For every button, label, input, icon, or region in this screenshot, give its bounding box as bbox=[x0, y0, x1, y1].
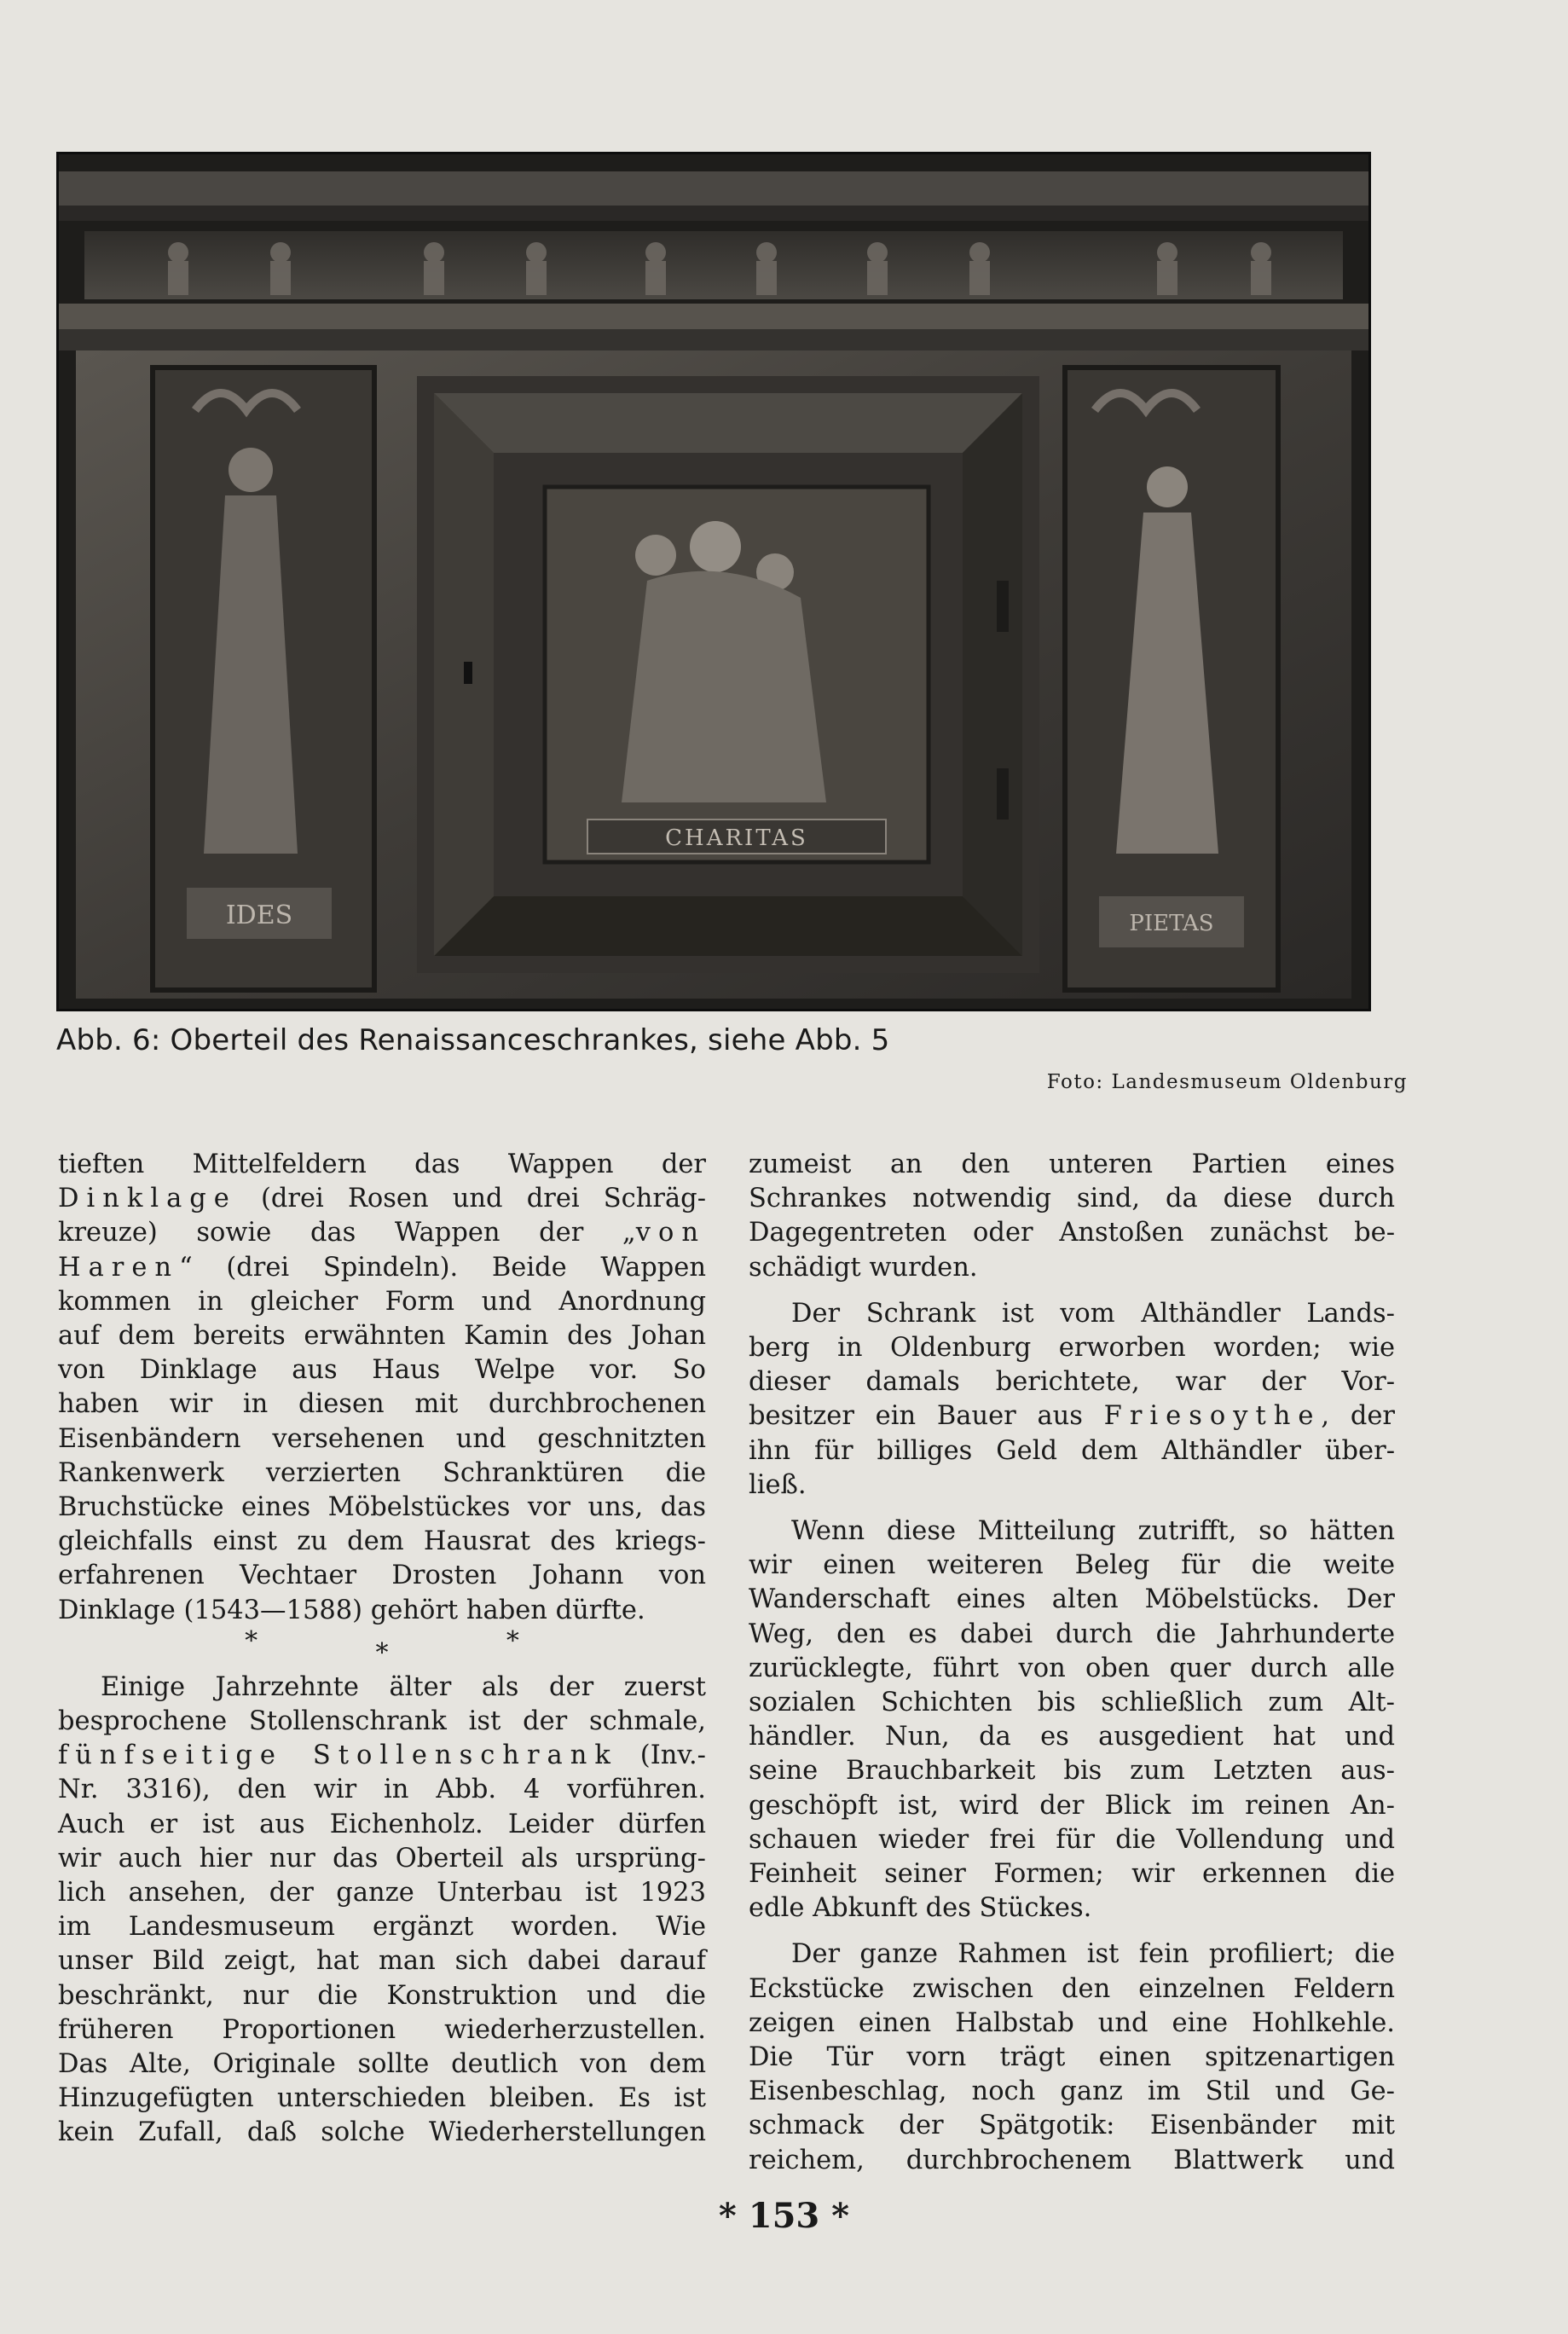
text-line bbox=[749, 2109, 1395, 2143]
text-segment: Feinheit seiner Formen; wir erkennen die bbox=[749, 1859, 1395, 1890]
text-line bbox=[58, 2082, 706, 2116]
text-segment: reichem, durchbrochenem Blattwerk und bbox=[749, 2145, 1395, 2175]
text-segment: kommen in gleicher Form und Anordnung bbox=[58, 1286, 706, 1317]
text-line bbox=[749, 1754, 1395, 1788]
text-segment: Eisenbändern versehenen und geschnitzten bbox=[58, 1423, 706, 1454]
text-line bbox=[58, 2047, 706, 2082]
text-segment: Dagegentreten oder Anstoßen zunächst be- bbox=[749, 1218, 1395, 1248]
text-line bbox=[749, 1823, 1395, 1857]
text-line bbox=[58, 1739, 706, 1773]
text-segment: zumeist an den unteren Partien eines bbox=[749, 1150, 1395, 1179]
text-line bbox=[58, 1216, 706, 1250]
text-line bbox=[749, 1434, 1395, 1468]
text-line bbox=[58, 1910, 706, 1944]
text-line bbox=[58, 1491, 706, 1525]
text-segment: (drei Rosen und drei Schräg- bbox=[236, 1184, 706, 1214]
text-line bbox=[58, 1319, 706, 1353]
text-segment: Der ganze Rahmen ist fein profiliert; die bbox=[791, 1939, 1395, 1970]
inscription-center: CHARITAS bbox=[665, 825, 808, 851]
text-segment: geschöpft ist, wird der Blick im reinen An- bbox=[749, 1790, 1395, 1821]
text-segment: lich ansehen, der ganze Unterbau ist 1923 bbox=[58, 1878, 706, 1908]
inscription-left: IDES bbox=[225, 901, 293, 930]
text-line bbox=[58, 1944, 706, 1978]
text-segment: von Dinklage aus Haus Welpe vor. So bbox=[58, 1355, 706, 1386]
text-segment: händler. Nun, da es ausgedient hat und bbox=[749, 1722, 1395, 1752]
text-line bbox=[749, 1720, 1395, 1754]
text-line bbox=[749, 1514, 1395, 1549]
text-line bbox=[58, 1353, 706, 1387]
text-segment: zeigen einen Halbstab und eine Hohlkehle. bbox=[749, 2007, 1395, 2038]
text-line bbox=[58, 1842, 706, 1876]
text-segment: ihn für billiges Geld dem Althändler über- bbox=[749, 1435, 1395, 1466]
text-line bbox=[749, 1148, 1395, 1182]
text-segment: Nr. 3316), den wir in Abb. 4 vorführen. bbox=[58, 1775, 706, 1805]
text-segment: schauen wieder frei für die Vollendung und bbox=[749, 1824, 1395, 1855]
paragraph-left-1 bbox=[58, 1148, 706, 1628]
text-segment: kein Zufall, daß solche Wiederherstellungen bbox=[58, 2117, 706, 2148]
text-line bbox=[58, 1705, 706, 1739]
text-line bbox=[58, 1251, 706, 1285]
text-line bbox=[749, 1618, 1395, 1652]
paragraph-right bbox=[749, 1148, 1395, 2178]
text-line bbox=[749, 1583, 1395, 1617]
text-segment: Der Schrank ist vom Althändler Lands- bbox=[791, 1298, 1395, 1329]
text-segment: gleichfalls einst zu dem Hausrat des kriegs- bbox=[58, 1526, 706, 1557]
spaced-text: fünfseitige Stollenschrank bbox=[58, 1740, 618, 1771]
text-line bbox=[749, 1216, 1395, 1250]
spaced-text: Dinklage bbox=[58, 1184, 237, 1214]
text-line bbox=[749, 2144, 1395, 2178]
section-separator bbox=[58, 1625, 706, 1671]
text-segment: , der bbox=[1321, 1401, 1396, 1432]
text-line bbox=[58, 1182, 706, 1216]
text-line bbox=[58, 1594, 706, 1628]
text-segment: dieser damals berichtete, war der Vor- bbox=[749, 1367, 1395, 1398]
text-segment: Wanderschaft eines alten Möbelstücks. Der bbox=[749, 1584, 1395, 1615]
text-line bbox=[58, 1773, 706, 1807]
text-line bbox=[58, 1285, 706, 1319]
text-segment: (Inv.- bbox=[617, 1740, 706, 1771]
text-segment: Wenn diese Mitteilung zutrifft, so hätten bbox=[791, 1516, 1395, 1547]
text-segment: seine Brauchbarkeit bis zum Letzten aus- bbox=[749, 1756, 1395, 1787]
text-segment: Weg, den es dabei durch die Jahrhunderte bbox=[749, 1619, 1395, 1649]
text-line bbox=[58, 1525, 706, 1559]
text-line bbox=[749, 1468, 1395, 1503]
text-segment: haben wir in diesen mit durchbrochenen bbox=[58, 1389, 706, 1420]
text-line bbox=[749, 1251, 1395, 1285]
text-line bbox=[749, 2075, 1395, 2109]
text-line bbox=[58, 1876, 706, 1910]
cabinet-illustration bbox=[59, 154, 1368, 1009]
text-line bbox=[749, 1891, 1395, 1926]
text-segment: auf dem bereits erwähnten Kamin des Johan bbox=[58, 1321, 706, 1352]
text-segment: besitzer ein Bauer aus bbox=[749, 1401, 1104, 1432]
text-line bbox=[58, 1148, 706, 1182]
paragraph-left-2 bbox=[58, 1671, 706, 2151]
text-segment: Bruchstücke eines Möbelstückes vor uns, das bbox=[58, 1492, 706, 1523]
text-segment: besprochene Stollenschrank ist der schmale, bbox=[58, 1706, 706, 1737]
text-segment: Hinzugefügten unterschieden bleiben. Es ist bbox=[58, 2083, 706, 2114]
text-segment: sozialen Schichten bis schließlich zum Alt- bbox=[749, 1688, 1395, 1718]
text-line bbox=[58, 2116, 706, 2150]
text-segment: tieften Mittelfeldern das Wappen der bbox=[58, 1150, 706, 1179]
text-line bbox=[749, 1789, 1395, 1823]
text-segment: erfahrenen Vechtaer Drosten Johann von bbox=[58, 1561, 706, 1591]
separator-star: * bbox=[506, 1625, 519, 1656]
text-segment: Eckstücke zwischen den einzelnen Feldern bbox=[749, 1973, 1395, 2004]
text-column-right bbox=[749, 1148, 1395, 2178]
text-segment: Einige Jahrzehnte älter als der zuerst bbox=[101, 1671, 706, 1702]
text-segment: Die Tür vorn trägt einen spitzenartigen bbox=[749, 2042, 1395, 2073]
separator-star: * bbox=[245, 1625, 258, 1656]
figure-caption: Abb. 6: Oberteil des Renaissanceschrankes, siehe Abb. 5 bbox=[56, 1023, 890, 1057]
text-line bbox=[749, 1549, 1395, 1583]
text-line bbox=[749, 2041, 1395, 2075]
spaced-text: von bbox=[635, 1218, 706, 1248]
text-segment: Dinklage (1543—1588) gehört haben dürfte. bbox=[58, 1595, 645, 1625]
text-segment: schädigt wurden. bbox=[749, 1252, 978, 1283]
text-segment: schmack der Spätgotik: Eisenbänder mit bbox=[749, 2111, 1395, 2141]
spaced-text: Friesoythe bbox=[1103, 1401, 1322, 1432]
text-segment: wir auch hier nur das Oberteil als ursprüng- bbox=[58, 1843, 706, 1874]
text-line bbox=[749, 1331, 1395, 1365]
text-line bbox=[58, 1808, 706, 1842]
text-segment: kreuze) sowie das Wappen der „ bbox=[58, 1218, 636, 1248]
separator-star: * bbox=[375, 1637, 389, 1668]
text-segment: Auch er ist aus Eichenholz. Leider dürfen bbox=[58, 1809, 706, 1839]
text-column-left bbox=[58, 1148, 706, 2151]
text-line bbox=[749, 1937, 1395, 1972]
spaced-text: Haren bbox=[58, 1252, 180, 1283]
text-line bbox=[58, 1422, 706, 1457]
text-line bbox=[58, 1979, 706, 2013]
photo-credit: Foto: Landesmuseum Oldenburg bbox=[1046, 1071, 1408, 1093]
text-segment: wir einen weiteren Beleg für die weite bbox=[749, 1550, 1395, 1581]
text-line bbox=[749, 2007, 1395, 2041]
text-segment: im Landesmuseum ergänzt worden. Wie bbox=[58, 1912, 706, 1943]
text-line bbox=[749, 1365, 1395, 1399]
page-number: * 153 * bbox=[718, 2196, 850, 2236]
text-segment: beschränkt, nur die Konstruktion und die bbox=[58, 1980, 706, 2011]
text-line bbox=[749, 1652, 1395, 1686]
text-line bbox=[58, 1457, 706, 1491]
text-line bbox=[749, 1686, 1395, 1720]
photo-cabinet-top bbox=[56, 152, 1371, 1011]
text-line bbox=[749, 1297, 1395, 1331]
text-segment: Rankenwerk verzierten Schranktüren die bbox=[58, 1457, 706, 1488]
text-segment: berg in Oldenburg erworben worden; wie bbox=[749, 1333, 1395, 1364]
inscription-right: PIETAS bbox=[1129, 911, 1214, 936]
text-segment: unser Bild zeigt, hat man sich dabei darauf bbox=[58, 1946, 706, 1977]
text-line bbox=[749, 1399, 1395, 1433]
text-segment: Das Alte, Originale sollte deutlich von dem bbox=[58, 2049, 706, 2080]
text-line bbox=[58, 1387, 706, 1422]
text-segment: ließ. bbox=[749, 1469, 807, 1500]
text-segment: Schrankes notwendig sind, da diese durch bbox=[749, 1184, 1395, 1214]
text-line bbox=[749, 1182, 1395, 1216]
text-segment: “ (drei Spindeln). Beide Wappen bbox=[179, 1252, 706, 1283]
text-segment: Eisenbeschlag, noch ganz im Stil und Ge- bbox=[749, 2076, 1395, 2107]
text-line bbox=[58, 2013, 706, 2047]
text-segment: zurücklegte, führt von oben quer durch alle bbox=[749, 1653, 1395, 1683]
text-line bbox=[749, 1857, 1395, 1891]
text-line bbox=[749, 1972, 1395, 2007]
text-segment: früheren Proportionen wiederherzustellen. bbox=[58, 2014, 706, 2045]
text-segment: edle Abkunft des Stückes. bbox=[749, 1893, 1092, 1924]
text-line bbox=[58, 1559, 706, 1593]
